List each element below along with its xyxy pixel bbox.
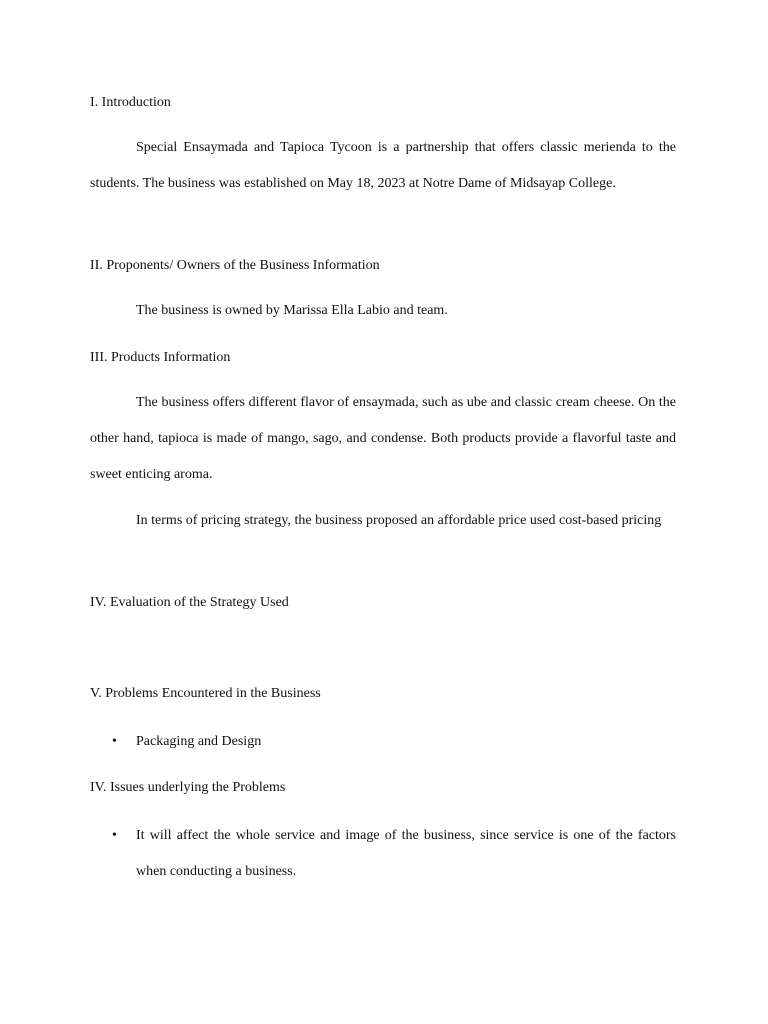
paragraph-products-flavors: The business offers different flavor of ensaymada, such as ube and classic cream cheese. On the other hand, tapioca is made of mango, sago, and condense. Both products provide a flavorful taste and sweet enticing aroma. <box>90 395 676 482</box>
heading-products: III. Products Information <box>90 350 231 365</box>
heading-problems: V. Problems Encountered in the Business <box>90 686 321 701</box>
heading-proponents: II. Proponents/ Owners of the Business Information <box>90 258 380 273</box>
list-item <box>112 724 676 760</box>
bullet-text-service-impact: It will affect the whole service and image of the business, since service is one of the factors when conducting a business. <box>136 828 676 879</box>
paragraph-products-pricing: In terms of pricing strategy, the business proposed an affordable price used cost-based pricing <box>136 513 662 528</box>
heading-evaluation: IV. Evaluation of the Strategy Used <box>90 595 289 610</box>
paragraph-introduction: Special Ensaymada and Tapioca Tycoon is a partnership that offers classic merienda to the students. The business was established on May 18, 2023 at Notre Dame of Midsayap College. <box>90 140 676 191</box>
heading-introduction: I. Introduction <box>90 95 171 110</box>
list-item <box>112 818 676 890</box>
bullet-text-packaging: Packaging and Design <box>136 734 262 749</box>
bullet-icon: • <box>112 828 117 843</box>
paragraph-proponents: The business is owned by Marissa Ella Labio and team. <box>136 303 448 318</box>
bullet-icon: • <box>112 734 117 749</box>
heading-issues: IV. Issues underlying the Problems <box>90 780 286 795</box>
